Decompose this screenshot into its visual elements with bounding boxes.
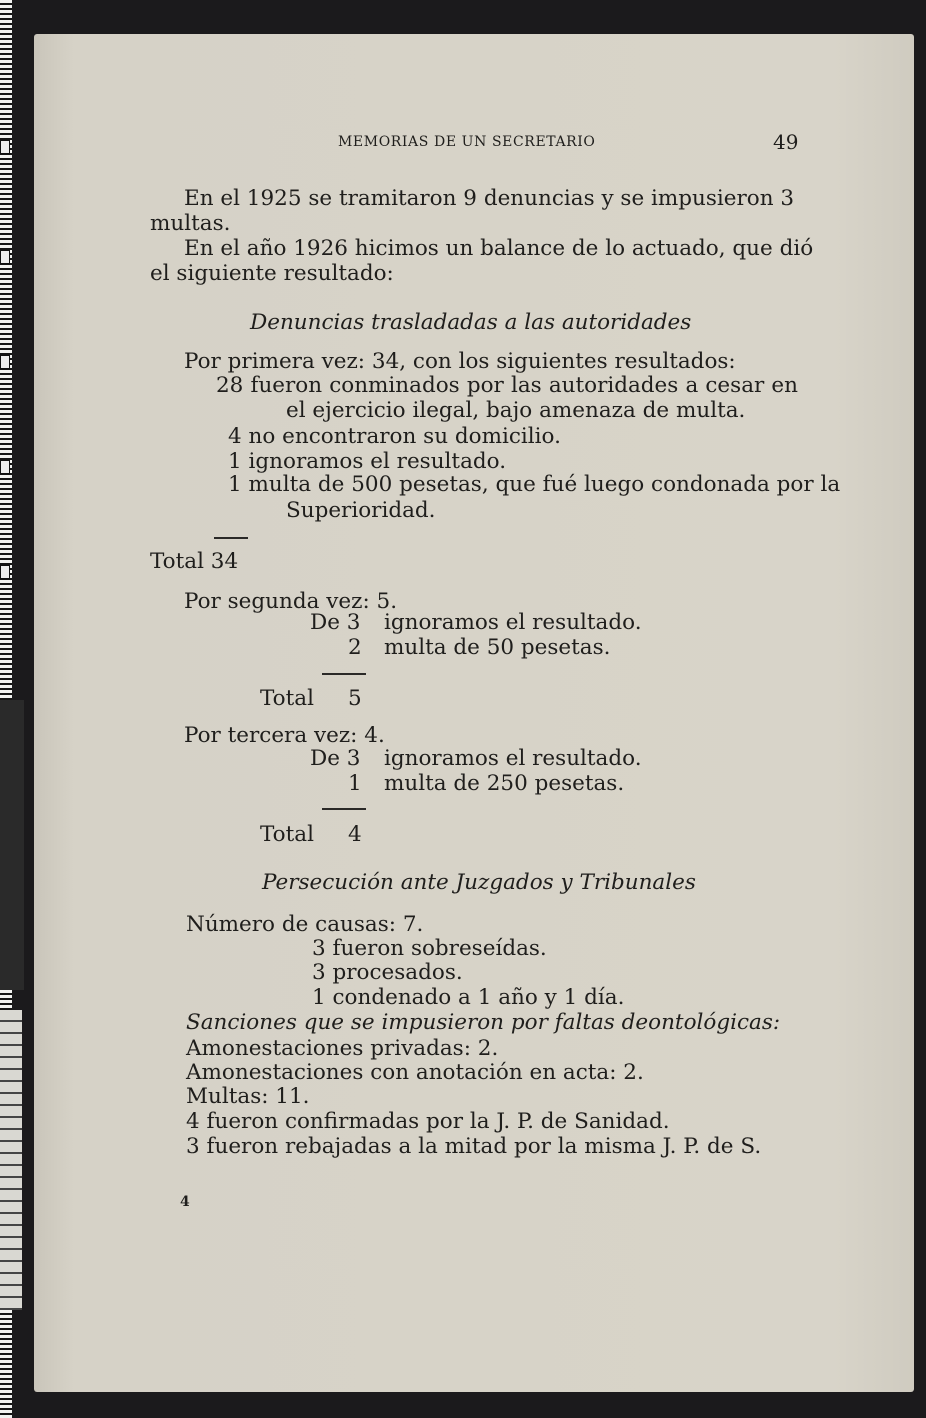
page-number: 49: [773, 130, 799, 154]
tercera-de-text: ignoramos el resultado.: [384, 746, 642, 771]
sancion-line: Multas: 11.: [186, 1084, 310, 1109]
causa-item: 3 fueron sobreseídas.: [312, 936, 547, 961]
result-line: 28 fueron conminados por las autoridades a cesar en: [216, 373, 798, 398]
tercera-multa-count: 1: [348, 771, 362, 796]
sancion-line: Amonestaciones privadas: 2.: [186, 1036, 499, 1061]
result-line: 1 multa de 500 pesetas, que fué luego condonada por la: [228, 472, 841, 497]
section-heading-denuncias: Denuncias trasladadas a las autoridades: [250, 310, 692, 335]
signature-mark: 4: [180, 1194, 190, 1210]
sum-rule: [214, 537, 248, 539]
causa-item: 1 condenado a 1 año y 1 día.: [312, 985, 625, 1010]
sum-rule: [322, 673, 366, 675]
binding-mark: [0, 355, 10, 369]
result-line: Superioridad.: [286, 498, 436, 523]
running-title: MEMORIAS DE UN SECRETARIO: [338, 134, 596, 150]
segunda-vez-line: Por segunda vez: 5.: [184, 589, 398, 614]
tercera-de-count: De 3: [310, 746, 361, 771]
sum-rule: [322, 808, 366, 810]
total-tercera-label: Total: [260, 822, 314, 847]
total-segunda-value: 5: [348, 686, 362, 711]
binding-mark: [0, 460, 10, 474]
total-tercera-value: 4: [348, 822, 362, 847]
intro-line: En el 1925 se tramitaron 9 denuncias y se impusieron 3: [184, 186, 795, 211]
result-line: 1 ignoramos el resultado.: [228, 449, 507, 474]
tercera-vez-line: Por tercera vez: 4.: [184, 723, 385, 748]
intro-line: multas.: [150, 211, 231, 236]
sancion-line: 4 fueron confirmadas por la J. P. de Sanidad.: [186, 1109, 670, 1134]
section-heading-sanciones: Sanciones que se impusieron por faltas deontológicas:: [186, 1010, 781, 1035]
result-line: 4 no encontraron su domicilio.: [228, 424, 561, 449]
sancion-line: Amonestaciones con anotación en acta: 2.: [186, 1060, 644, 1085]
section-heading-persecucion: Persecución ante Juzgados y Tribunales: [262, 870, 696, 895]
sancion-line: 3 fueron rebajadas a la mitad por la misma J. P. de S.: [186, 1134, 762, 1159]
segunda-de-text: ignoramos el resultado.: [384, 610, 642, 635]
intro-line: el siguiente resultado:: [150, 261, 394, 286]
segunda-multa-text: multa de 50 pesetas.: [384, 635, 611, 660]
causa-item: 3 procesados.: [312, 960, 463, 985]
binding-mark: [0, 565, 10, 579]
binding-mark: [0, 140, 10, 154]
adjacent-page-ornament: [0, 1010, 22, 1310]
intro-line: En el año 1926 hicimos un balance de lo actuado, que dió: [184, 236, 814, 261]
adjacent-page-edge: [0, 700, 24, 990]
primera-vez-line: Por primera vez: 34, con los siguientes resultados:: [184, 349, 736, 374]
segunda-de-count: De 3: [310, 610, 361, 635]
causas-line: Número de causas: 7.: [186, 912, 424, 937]
total-segunda-label: Total: [260, 686, 314, 711]
total-primera: Total 34: [150, 549, 239, 574]
binding-mark: [0, 250, 10, 264]
result-line: el ejercicio ilegal, bajo amenaza de multa.: [286, 398, 746, 423]
tercera-multa-text: multa de 250 pesetas.: [384, 771, 625, 796]
segunda-multa-count: 2: [348, 635, 362, 660]
